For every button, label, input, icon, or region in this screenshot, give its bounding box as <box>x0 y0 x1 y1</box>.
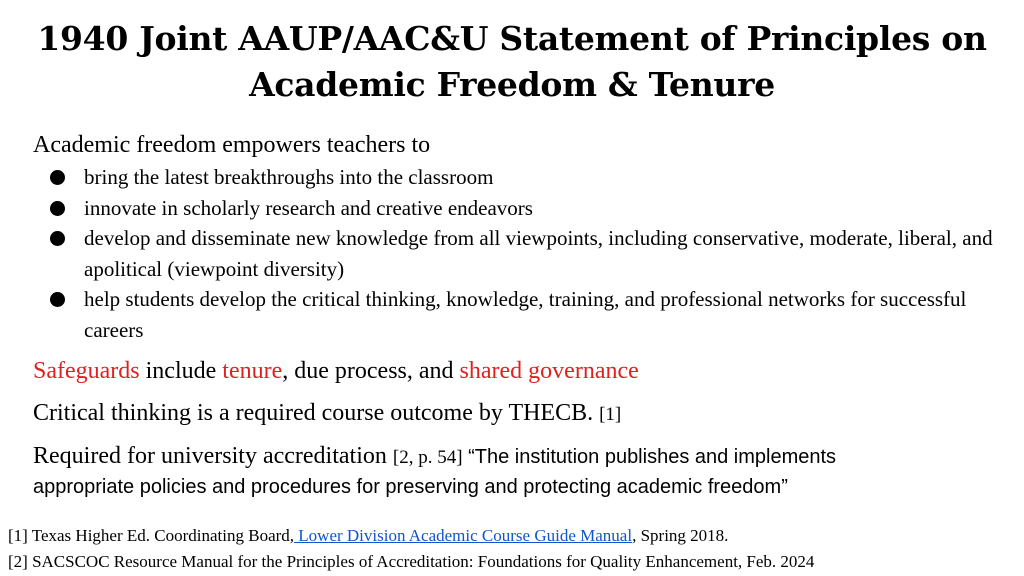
shared-governance-keyword: shared governance <box>459 358 639 384</box>
critical-thinking-ref: [1] <box>599 404 622 425</box>
accreditation-text: Required for university accreditation <box>33 443 393 469</box>
bullet-text: develop and disseminate new knowledge from all viewpoints, including conservative, moderate, liberal, and apolitical (viewpoint diversity) <box>84 226 993 281</box>
footnote-1-prefix: [1] Texas Higher Ed. Coordinating Board, <box>8 526 295 545</box>
bullet-item <box>44 162 1004 193</box>
bullet-dot-icon <box>50 170 65 185</box>
critical-thinking-text: Critical thinking is a required course outcome by THECB. <box>33 400 600 426</box>
course-guide-manual-link[interactable]: Lower Division Academic Course Guide Manual <box>294 526 633 545</box>
bullet-item <box>44 284 1004 345</box>
footnote-2: [2] SACSCOC Resource Manual for the Principles of Accreditation: Foundations for Quality Enhancement, Feb. 2024 <box>8 552 815 571</box>
intro-text: Academic freedom empowers teachers to <box>33 132 431 158</box>
accreditation-quote-start: “The institution publishes and implements <box>462 446 837 468</box>
bullet-text: innovate in scholarly research and creative endeavors <box>84 195 533 220</box>
bullet-dot-icon <box>50 292 65 307</box>
slide-title-line-2: Academic Freedom & Tenure <box>249 65 775 104</box>
bullet-item <box>44 223 1004 284</box>
accreditation-line <box>33 441 836 473</box>
tenure-keyword: tenure <box>222 358 283 384</box>
safeguards-keyword: Safeguards <box>33 358 140 384</box>
bullet-dot-icon <box>50 201 65 216</box>
accreditation-ref: [2, p. 54] <box>392 447 463 468</box>
accreditation-quote-end: appropriate policies and procedures for preserving and protecting academic freedom” <box>33 476 788 498</box>
bullet-list <box>44 162 1004 345</box>
footnote-1 <box>8 525 728 547</box>
safeguards-text-1: include <box>139 358 223 384</box>
bullet-item <box>44 193 1004 224</box>
slide-title-line-1: 1940 Joint AAUP/AAC&U Statement of Principles on <box>37 19 987 58</box>
slide-title <box>0 16 1024 108</box>
critical-thinking-line <box>33 398 621 430</box>
bullet-text: bring the latest breakthroughs into the classroom <box>84 165 494 189</box>
bullet-dot-icon <box>50 231 65 246</box>
footnote-1-suffix: , Spring 2018. <box>632 526 729 545</box>
safeguards-text-2: , due process, and <box>282 358 460 384</box>
bullet-text: help students develop the critical thinking, knowledge, training, and professional networks for successful careers <box>84 287 967 342</box>
safeguards-line <box>33 356 639 386</box>
